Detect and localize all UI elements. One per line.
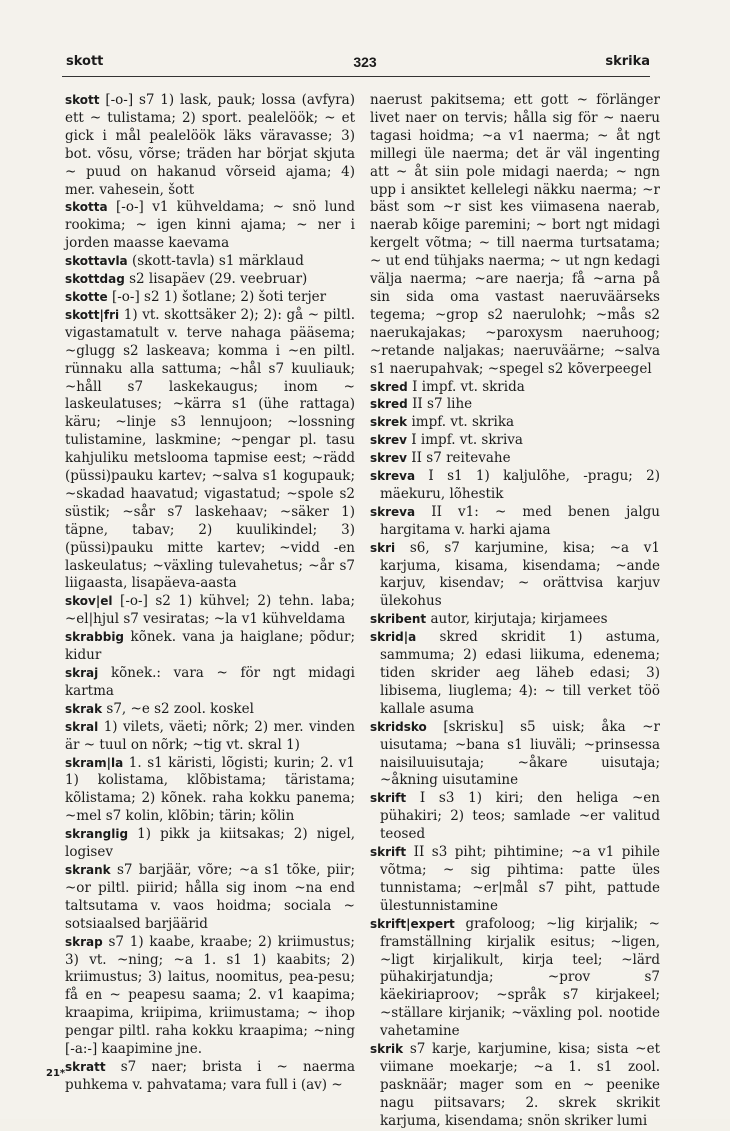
dictionary-entry (370, 1041, 660, 1131)
entry-definition: II v1: ~ med benen jalgu hargitama v. harki ajama (380, 503, 660, 538)
entry-headword: skratt (65, 1059, 106, 1074)
dictionary-entry (65, 253, 355, 271)
entry-headword: skreva (370, 504, 416, 519)
entry-definition: s7 karje, karjumine, kisa; sista ~et viimane moekarje; ~a 1. s1 zool. pasknäär; mager som en ~ peenike nagu piitsavars; 2. skrek skrikit karjuma, kisendama; snön skriker lumi (380, 1041, 660, 1129)
dictionary-entry (370, 379, 660, 397)
entry-definition: I impf. vt. skriva (407, 432, 523, 449)
entry-headword: skred (370, 397, 408, 412)
entry-headword: skottdag (65, 272, 125, 287)
entry-headword: skraj (65, 666, 99, 680)
entry-definition: [-o-] s2 1) šotlane; 2) šoti terjer (107, 288, 327, 305)
entry-headword: skrift (370, 845, 407, 860)
dictionary-entry (65, 629, 355, 665)
left-column (65, 92, 355, 1095)
entry-headword: skred (370, 379, 408, 394)
entry-definition: kõnek.: vara ~ för ngt midagi kartma (65, 665, 355, 699)
entry-definition: s7 barjäär, võre; ~a s1 tõke, piir; ~or piltl. piirid; hålla sig inom ~na end taltsutama v. vaos hoidma; sociala ~ sotsiaalsed barjäärid (65, 861, 355, 932)
dictionary-entry (370, 450, 660, 468)
entry-definition: II s7 reitevahe (407, 450, 511, 467)
entry-headword: skrift|expert (370, 916, 455, 931)
entry-headword: skral (65, 719, 99, 734)
entry-definition: [-o-] v1 kühveldama; ~ snö lund rookima; ~ igen kinni ajama; ~ ner i jorden maasse kaevama (65, 199, 355, 252)
dictionary-entry (370, 414, 660, 432)
entry-definition: I s3 1) kiri; den heliga ~en pühakiri; 2) teos; samlade ~er valitud teosed (380, 790, 660, 843)
entry-definition: [skrisku] s5 uisk; åka ~r uisutama; ~bana s1 liuväli; ~prinsessa naisiluuisutaja; ~åkare uisutaja; ~åkning uisutamine (380, 718, 660, 789)
entry-definition: s2 lisapäev (29. veebruar) (124, 271, 308, 288)
entry-definition: s7, ~e s2 zool. koskel (102, 700, 254, 717)
dictionary-entry (370, 611, 660, 629)
dictionary-entry (65, 755, 355, 827)
dictionary-entry (65, 934, 355, 1059)
entry-definition: II s3 piht; pihtimine; ~a v1 pihile võtma; ~ sig pihtima: patte üles tunnistama; ~er|mål s7 piht, pattude ülestunnistamine (380, 844, 660, 914)
header-rule (62, 76, 650, 77)
entry-headword: skotte (65, 289, 108, 304)
entry-definition: 1. s1 käristi, lõgisti; kurin; 2. v1 1) kolistama, klõbistama; täristama; kõlistama; 2) kõnek. raha kokku panema; ~mel s7 kolin, klõbin; tärin; kõlin (65, 754, 355, 825)
entry-definition: grafoloog; ~lig kirjalik; ~ framställning kirjalik esitus; ~ligen, ~ligt kirjalikult, kirja teel; ~lärd pühakirjatundja; ~prov s7 käekiriaproov; ~språk s7 kirjakeel; ~ställare kirjanik; ~växling pol. nootide vahetamine (380, 915, 660, 1040)
entry-headword: skreva (370, 469, 416, 484)
entry-headword: skott|fri (65, 307, 120, 322)
entry-headword: skrid|a (370, 630, 417, 645)
dictionary-entry (370, 396, 660, 414)
dictionary-entry (65, 289, 355, 307)
entry-headword: skov|el (65, 594, 113, 609)
entry-definition: I s1 1) kaljulõhe, -pragu; 2) mäekuru, lõhestik (380, 468, 660, 502)
dictionary-entry (65, 826, 355, 862)
entry-headword: skranglig (65, 827, 129, 842)
entry-headword: skotta (65, 200, 108, 215)
entry-headword: skri (370, 540, 396, 555)
dictionary-entry (65, 199, 355, 253)
dictionary-entry (65, 307, 355, 594)
entry-definition: kõnek. vana ja haiglane; põdur; kidur (65, 629, 355, 664)
entry-headword: skrak (65, 701, 103, 716)
entry-headword: skram|la (65, 755, 124, 770)
dictionary-entry (370, 629, 660, 719)
entry-headword: skrank (65, 862, 111, 877)
dictionary-entry (370, 790, 660, 844)
entry-definition: 1) vt. skottsäker 2); 2): gå ~ piltl. vigastamatult v. terve nahaga pääsema; ~glugg s2 laskeava; komma i ~en piltl. rünnaku alla sattuma; ~hål s7 kuuliauk; ~håll s7 laskekaugus; inom ~ laskeulatuses; ~kärra s1 (ühe rattaga) käru; ~linje s3 lennujoon; ~lossning tulistamine, laskmine; ~pengar pl. tasu kahjuliku metslooma tapmise eest; ~rädd (püssi)pauku kartev; ~salva s1 kogupauk; ~skadad haavatud; vigastatud; ~spole s2 süstik; ~sår s7 laskehaav; ~säker 1) täpne, tabav; 2) kuulikindel; 3) (püssi)pauku mitte kartev; ~vidd -en laskeulatus; ~växling tulevahetus; ~år s7 liigaasta, lisapäeva-aasta (65, 306, 355, 592)
entry-headword: skrev (370, 433, 408, 448)
entry-definition: skred skridit 1) astuma, sammuma; 2) edasi liikuma, edenema; tiden skrider aeg läheb edasi; 3) libisema, liuglema; 4): ~ till verket töö kallale asuma (380, 629, 660, 717)
entry-headword: skrap (65, 934, 103, 949)
dictionary-entry (65, 92, 355, 199)
entry-definition: impf. vt. skrika (407, 414, 515, 431)
dictionary-entry (65, 719, 355, 755)
entry-definition: [-o-] s2 1) kühvel; 2) tehn. laba; ~el|hjul s7 vesiratas; ~la v1 kühveldama (65, 593, 355, 628)
entry-definition: [-o-] s7 1) lask, pauk; lossa (avfyra) ett ~ tulistama; 2) sport. pealelöök; ~ et gick i mål pealelöök läks väravasse; 3) bot. võsu, võrse; träden har börjat skjuta ~ puud on hakanud võrseid ajama; 4) mer. vahesein, šott (65, 92, 355, 198)
dictionary-entry (370, 432, 660, 450)
dictionary-entry (65, 1059, 355, 1095)
dictionary-entry (370, 92, 660, 379)
dictionary-entry (65, 701, 355, 719)
header-left-guide-word: skott (66, 54, 104, 69)
entry-definition: (skott-tavla) s1 märklaud (127, 253, 304, 270)
entry-headword: skrift (370, 791, 407, 806)
dictionary-entry (370, 504, 660, 540)
page-number: 323 (353, 54, 377, 70)
entry-headword: skrev (370, 451, 408, 466)
entry-definition: autor, kirjutaja; kirjamees (426, 611, 608, 628)
entry-definition: s7 naer; brista i ~ naerma puhkema v. pahvatama; vara full i (av) ~ (65, 1058, 355, 1093)
dictionary-entry (370, 540, 660, 612)
entry-definition: 1) pikk ja kiitsakas; 2) nigel, logisev (65, 826, 355, 861)
entry-headword: skott (65, 93, 100, 107)
entry-headword: skrik (370, 1042, 404, 1057)
dictionary-entry (370, 719, 660, 791)
entry-headword: skrek (370, 415, 408, 430)
dictionary-entry (370, 916, 660, 1041)
dictionary-entry (370, 468, 660, 504)
entry-headword: skottavla (65, 254, 128, 269)
dictionary-entry (65, 665, 355, 701)
entry-definition: II s7 lihe (407, 396, 473, 413)
header-right-guide-word: skrika (605, 54, 650, 69)
entry-headword: skrabbig (65, 630, 125, 645)
dictionary-entry (65, 593, 355, 629)
entry-headword: skridsko (370, 719, 427, 734)
entry-definition: s6, s7 karjumine, kisa; ~a v1 karjuma, kisama, kisendama; ~ande karjuv, kisendav; ~ orättvisa karjuv ülekohus (380, 539, 660, 610)
dictionary-entry (370, 844, 660, 916)
entry-definition: s7 1) kaabe, kraabe; 2) kriimustus; 3) vt. ~ning; ~a 1. s1 1) kaabits; 2) kriimustus; 3) laitus, noomitus, pea-pesu; få en ~ peapesu saama; 2. v1 kaapima; kraapima, kriipima, kriimustama; ~ ihop pengar piltl. raha kokku kraapima; ~ning [-a:-] kaapimine jne. (65, 933, 355, 1058)
dictionary-entry (65, 862, 355, 934)
printer-signature: 21* (46, 1068, 66, 1079)
dictionary-entry (65, 271, 355, 289)
entry-definition: 1) vilets, väeti; nõrk; 2) mer. vinden är ~ tuul on nõrk; ~tig vt. skral 1) (65, 718, 355, 753)
entry-headword: skribent (370, 612, 427, 627)
entry-definition: naerust pakitsema; ett gott ~ förlänger livet naer on tervis; hålla sig för ~ naeru tagasi hoidma; ~a v1 naerma; ~ åt ngt millegi üle naerma; det är väl ingenting att ~ åt siin pole midagi naerda; ~ ngn upp i ansiktet kellelegi näkku naerma; ~r bäst som ~r sist kes viimasena naerab, naerab kõige paremini; ~ bort ngt midagi kergelt võtma; ~ till naerma turtsatama; ~ ut end tühjaks naerma; ~ ut ngn kedagi välja naerma; ~are naerja; få ~arna på sin sida oma vastast naeruväärseks tegema; ~grop s2 naerulohk; ~mås s2 naerukajakas; ~paroxysm naeruhoog; ~retande naljakas; naeruväärne; ~salva s1 naerupahvak; ~spegel s2 kõverpeegel (370, 92, 660, 377)
right-column (370, 92, 660, 1131)
entry-definition: I impf. vt. skrida (407, 378, 525, 395)
